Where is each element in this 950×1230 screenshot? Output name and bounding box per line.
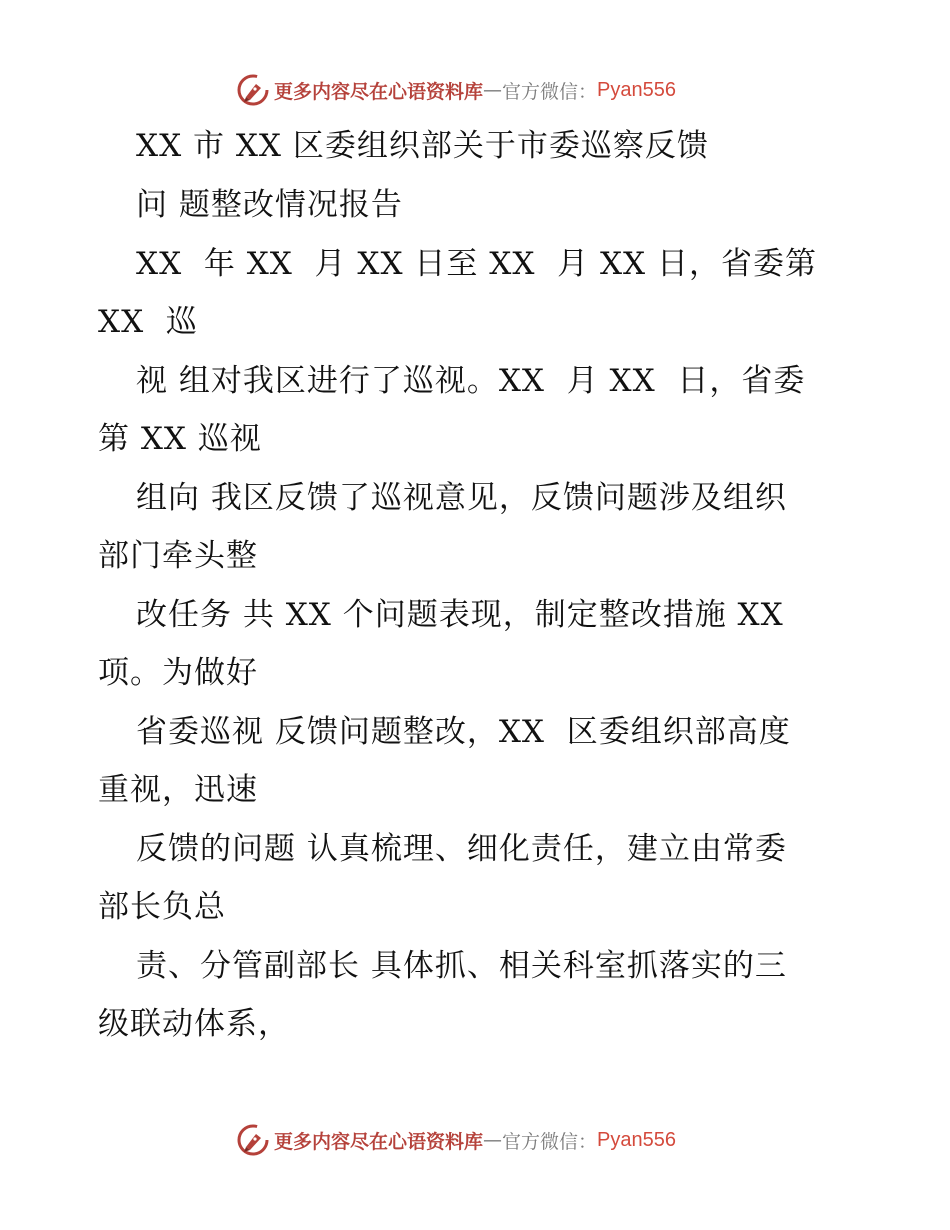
watermark-banner-top (236, 72, 756, 108)
paragraph-line: 项。为做好 (98, 655, 258, 691)
paragraph-line: 第 XX 巡视 (98, 421, 262, 457)
watermark-main-text: 更多内容尽在心语资料库 (274, 1130, 484, 1153)
paragraph-line: XX 巡 (98, 304, 198, 340)
watermark-label: 官方微信： (502, 1130, 598, 1153)
watermark-separator: — (483, 1129, 503, 1151)
paragraph-line: 重视，迅速 (98, 772, 258, 808)
paragraph-line: 改任务 共 XX 个问题表现，制定整改措施 XX (136, 597, 784, 633)
watermark-wechat-id: Pyan556 (597, 1128, 676, 1151)
paragraph-line: 视 组对我区进行了巡视。XX 月 XX 日，省委 (136, 363, 806, 399)
watermark-wechat-id: Pyan556 (597, 78, 676, 101)
watermark-banner-bottom (236, 1122, 756, 1158)
document-title-line-2: 问 题整改情况报告 (136, 187, 403, 223)
paragraph-line: XX 年 XX 月 XX 日至 XX 月 XX 日，省委第 (136, 246, 817, 282)
paragraph-line: 省委巡视 反馈问题整改，XX 区委组织部高度 (136, 714, 791, 750)
pen-nib-logo-icon (236, 73, 270, 107)
paragraph-line: 责、分管副部长 具体抓、相关科室抓落实的三 (136, 948, 787, 984)
document-title-line-1: XX 市 XX 区委组织部关于市委巡察反馈 (136, 128, 709, 164)
watermark-separator: — (483, 79, 503, 101)
watermark-main-text: 更多内容尽在心语资料库 (274, 80, 484, 103)
watermark-label: 官方微信： (502, 80, 598, 103)
paragraph-line: 反馈的问题 认真梳理、细化责任，建立由常委 (136, 831, 787, 867)
paragraph-line: 部门牵头整 (98, 538, 258, 574)
paragraph-line: 组向 我区反馈了巡视意见，反馈问题涉及组织 (136, 480, 787, 516)
pen-nib-logo-icon (236, 1123, 270, 1157)
paragraph-line: 级联动体系， (98, 1006, 290, 1042)
paragraph-line: 部长负总 (98, 889, 226, 925)
